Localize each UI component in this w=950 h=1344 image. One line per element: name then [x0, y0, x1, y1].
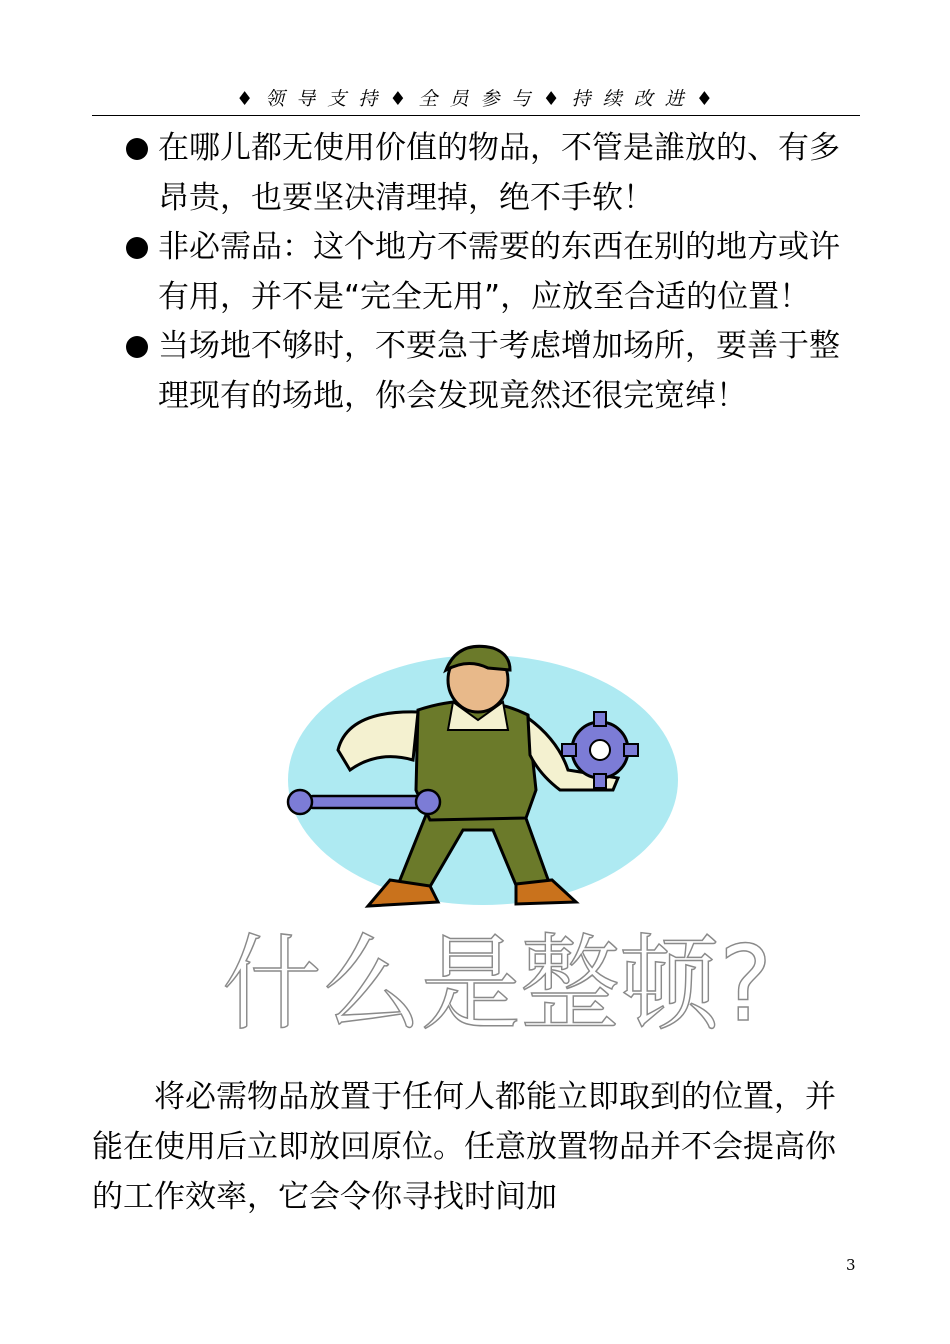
body-paragraph: 将必需物品放置于任何人都能立即取到的位置，并能在使用后立即放回原位。任意放置物品并不会提高你的工作效率，它会令你寻找时间加 [92, 1079, 836, 1215]
wrench-icon [308, 796, 428, 808]
bullet-list [120, 124, 840, 421]
bullet-dot-icon [126, 336, 148, 358]
worker-illustration [278, 640, 678, 920]
bullet-dot-icon [126, 237, 148, 259]
header-rule [92, 115, 860, 116]
page-header: ♦ 领 导 支 持 ♦ 全 员 参 与 ♦ 持 续 改 进 ♦ [236, 88, 716, 110]
heading-text: 什么是整顿? [222, 923, 772, 1042]
bullet-item [120, 322, 840, 421]
bullet-text: 非必需品：这个地方不需要的东西在别的地方或许有用，并不是“完全无用”，应放至合适的位置！ [158, 229, 840, 315]
bullet-item [120, 223, 840, 322]
page-number: 3 [846, 1256, 856, 1274]
bullet-dot-icon [126, 138, 148, 160]
outlined-heading [222, 912, 782, 1042]
bullet-item [120, 124, 840, 223]
bullet-text: 当场地不够时，不要急于考虑增加场所，要善于整理现有的场地，你会发现竟然还很完宽绰！ [158, 328, 840, 414]
bullet-text: 在哪儿都无使用价值的物品，不管是誰放的、有多昂贵，也要坚决清理掉，绝不手软！ [158, 130, 840, 216]
